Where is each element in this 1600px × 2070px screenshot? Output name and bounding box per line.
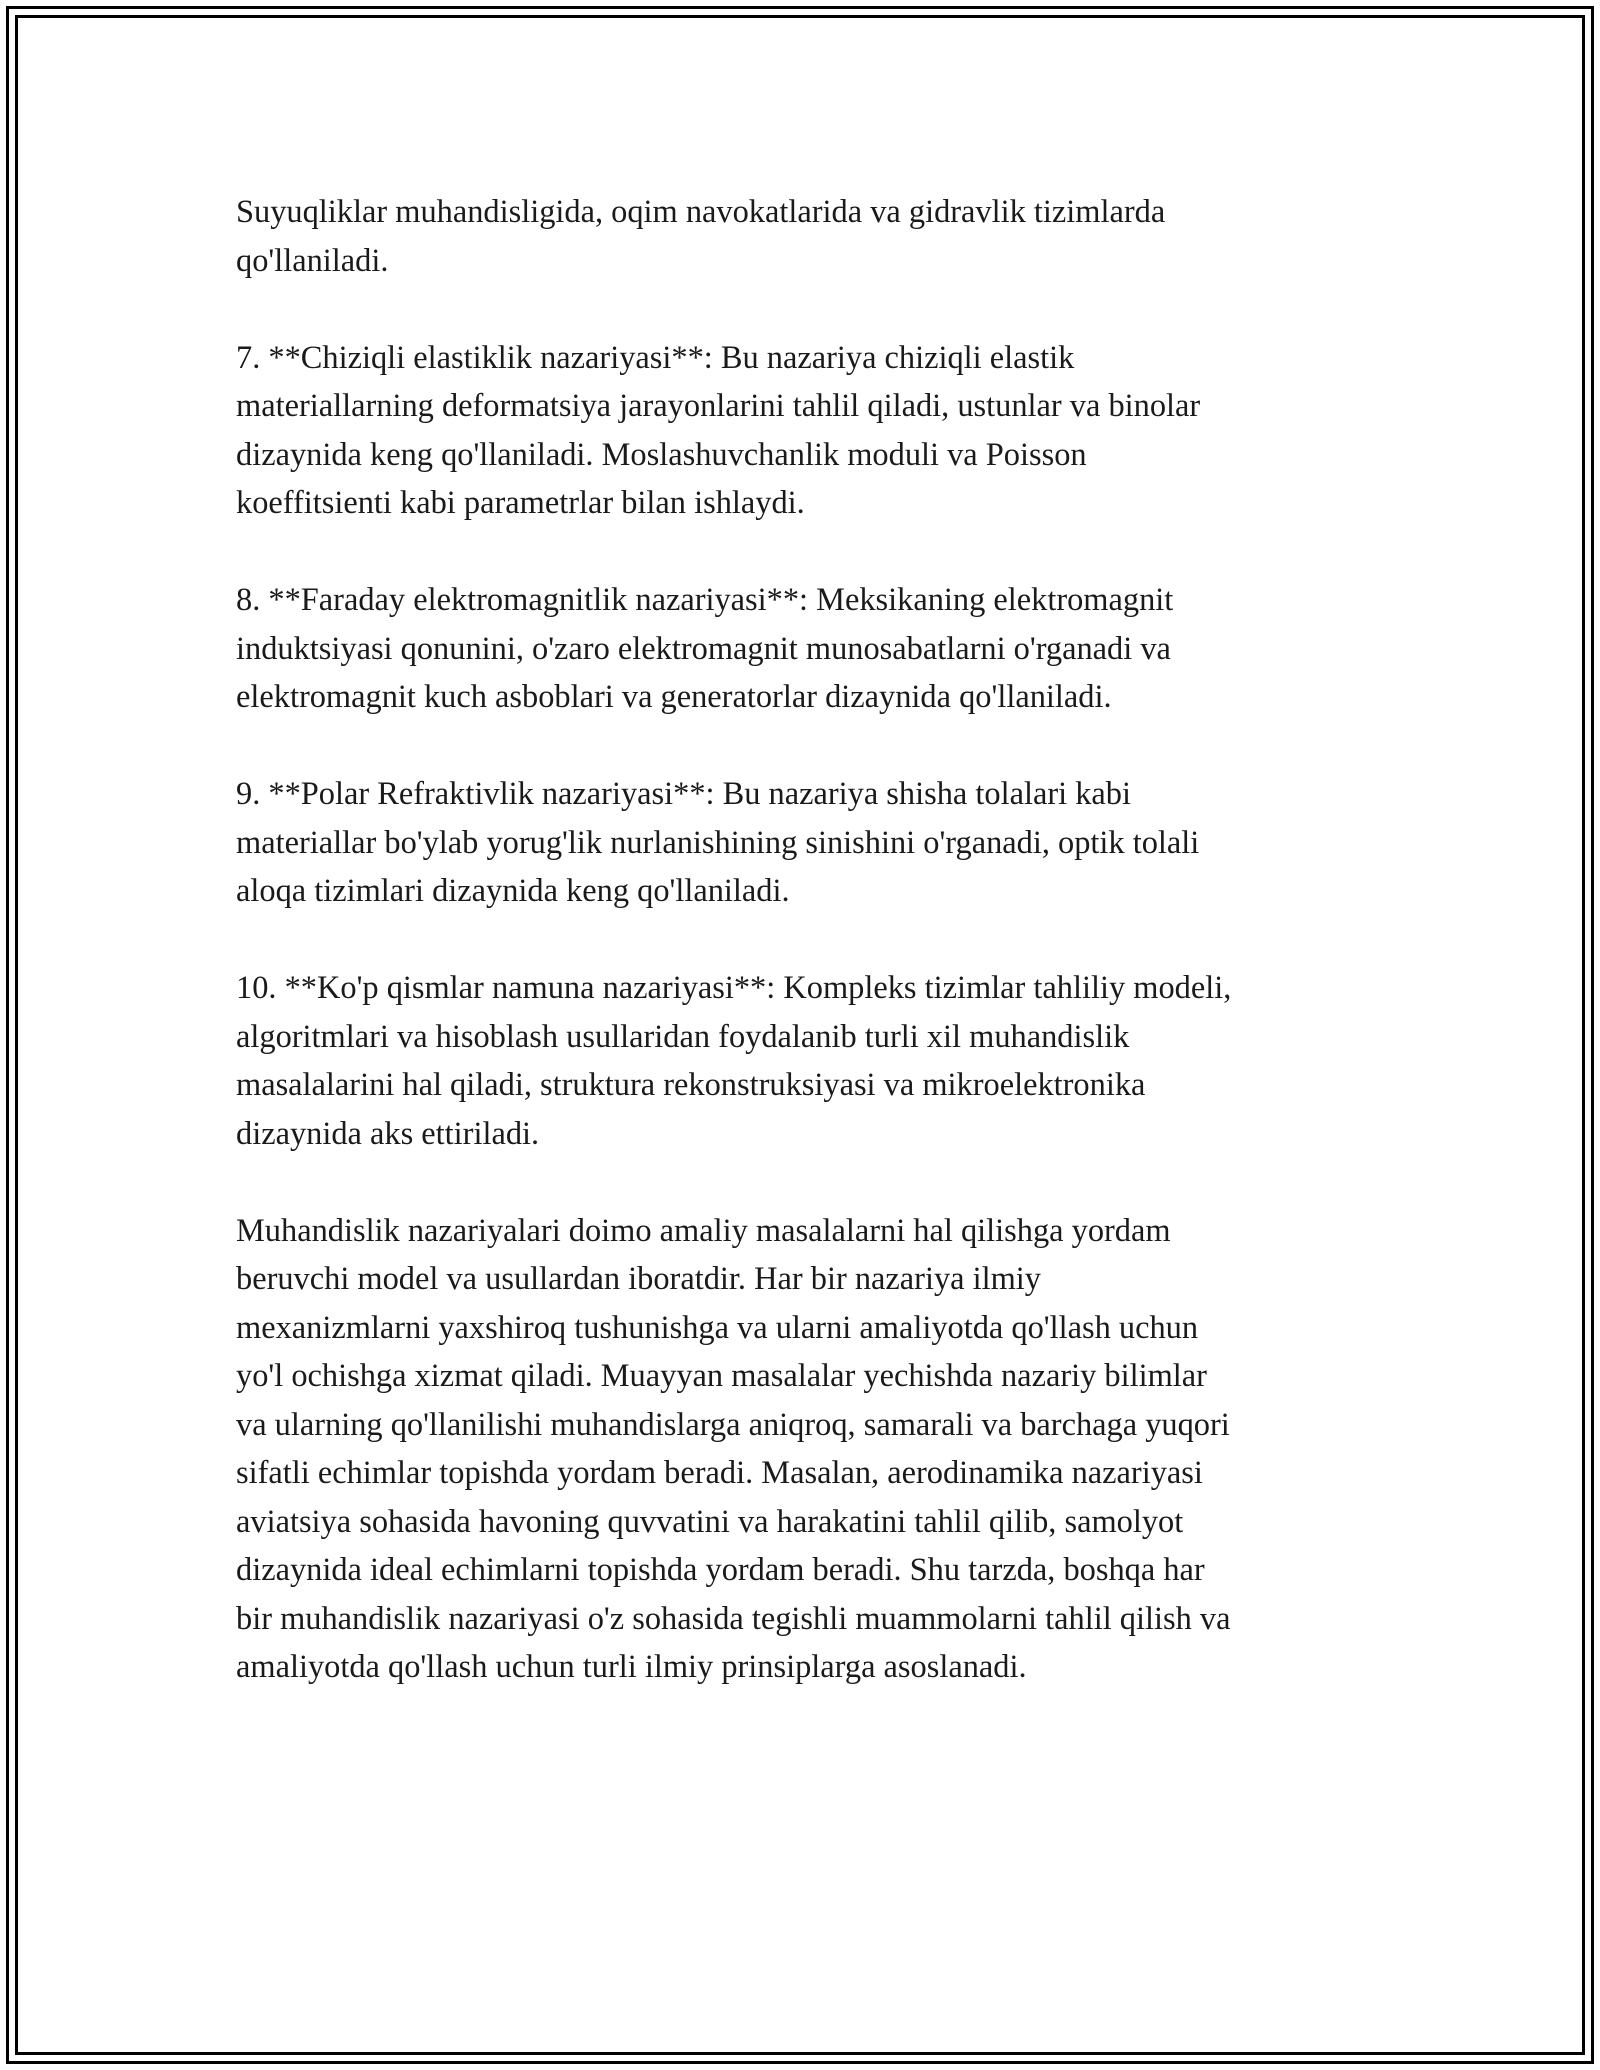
paragraph-conclusion: Muhandislik nazariyalari doimo amaliy masalalarni hal qilishga yordam beruvchi model va usullardan iboratdir. Har bir nazariya ilmiy mexanizmlarni yaxshiroq tushunishga va ularni amaliyotda qo'llash uchun yo'l ochishga xizmat qiladi. Muayyan masalalar yechishda nazariy bilimlar va ularning qo'llanilishi muhandislarga aniqroq, samarali va barchaga yuqori sifatli echimlar topishda yordam beradi. Masalan, aerodinamika nazariyasi aviatsiya sohasida havoning quvvatini va harakatini tahlil qilib, samolyot dizaynida ideal echimlarni topishda yordam beradi. Shu tarzda, boshqa har bir muhandislik nazariyasi o'z sohasida tegishli muammolarni tahlil qilish va amaliyotda qo'llash uchun turli ilmiy prinsiplarga asoslanadi. (236, 1212, 1231, 1685)
list-item-10: 10. **Ko'p qismlar namuna nazariyasi**: Kompleks tizimlar tahliliy modeli, algoritmlari va hisoblash usullaridan foydalanib turli xil muhandislik masalalarini hal qiladi, struktura rekonstruksiyasi va mikroelektronika dizaynida aks ettiriladi. (236, 970, 1232, 1152)
list-item-9: 9. **Polar Refraktivlik nazariyasi**: Bu nazariya shisha tolalari kabi materiallar bo'ylab yorug'lik nurlanishining sinishini o'rganadi, optik tolali aloqa tizimlari dizaynida keng qo'llaniladi. (236, 776, 1200, 909)
document-body (236, 188, 1376, 1740)
list-item-8: 8. **Faraday elektromagnitlik nazariyasi**: Meksikaning elektromagnit induktsiyasi qonunini, o'zaro elektromagnit munosabatlarni o'rganadi va elektromagnit kuch asboblari va generatorlar dizaynida qo'llaniladi. (236, 582, 1174, 715)
paragraph-intro-continuation: Suyuqliklar muhandisligida, oqim navokatlarida va gidravlik tizimlarda qo'llaniladi. (236, 194, 1166, 279)
list-item-7: 7. **Chiziqli elastiklik nazariyasi**: Bu nazariya chiziqli elastik materiallarning deformatsiya jarayonlarini tahlil qiladi, ustunlar va binolar dizaynida keng qo'llaniladi. Moslashuvchanlik moduli va Poisson koeffitsienti kabi parametrlar bilan ishlaydi. (236, 339, 1201, 521)
